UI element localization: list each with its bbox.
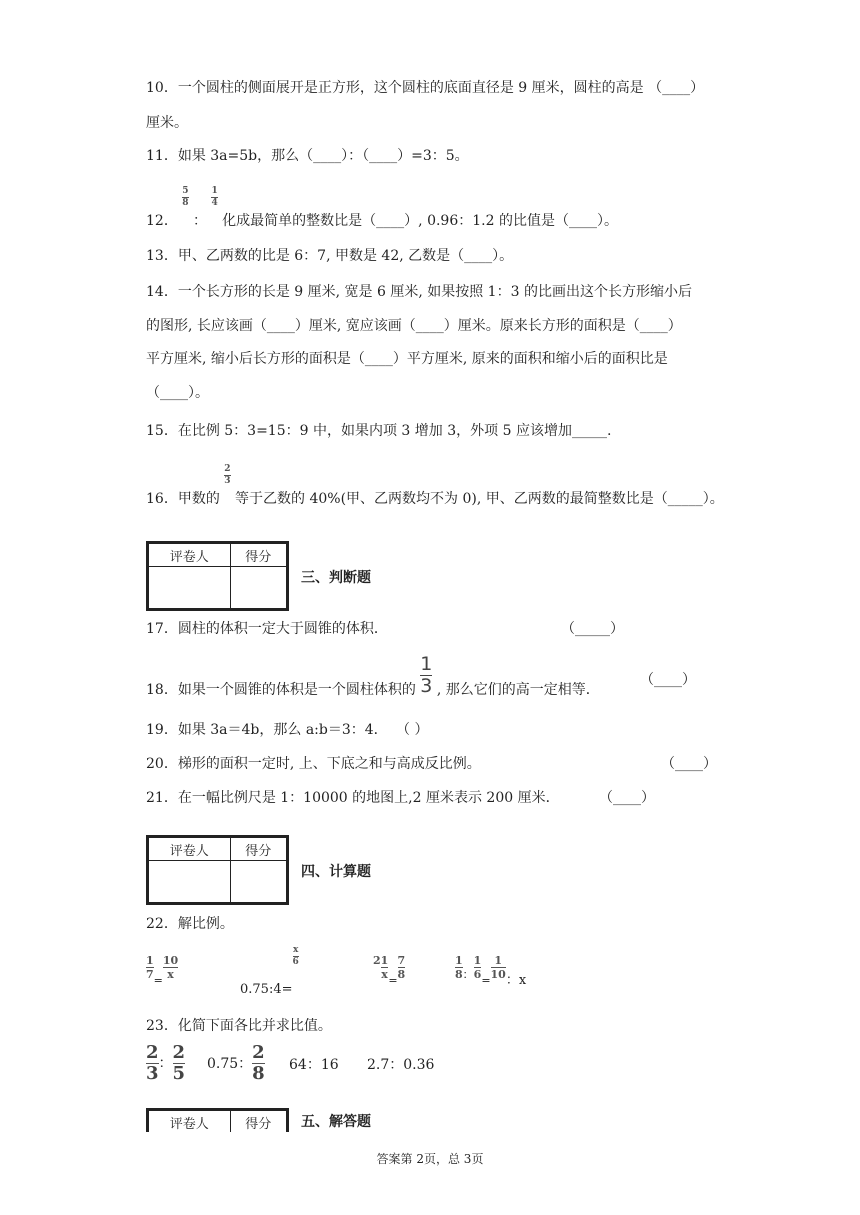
grader-cell [149, 861, 231, 903]
question-14-line2: 的图形, 长应该画（____）厘米, 宽应该画（____）厘米。原来长方形的面积是（____） [146, 318, 682, 334]
score-box-section-4 [146, 835, 289, 905]
score-box-section-5 [146, 1108, 289, 1132]
question-19: 19．如果 3a＝4b，那么 a:b＝3：4． [146, 722, 388, 738]
grader-label: 评卷人 [149, 838, 231, 861]
fraction-5-8: $\frac{5}{8}$ [182, 185, 189, 208]
proportion-4: $\frac{1}{8}$ $_:$ $\frac{1}{6}$ $_=$ $\frac{1}{10}$ ：x [455, 954, 527, 988]
section-title-calculation: 四、计算题 [301, 864, 371, 880]
score-label: 得分 [230, 838, 286, 861]
fraction-1-3: $\frac{1}{3}$ [420, 653, 433, 697]
proportion-3: $^2$ $\frac{1}{x}$ $_=$ $\frac{7}{8}$ [373, 953, 406, 987]
proportion-1: $\frac{1}{7}$ $_=$ $\frac{10}{x}$ [146, 954, 179, 987]
answer-paren-18: （____） [640, 672, 696, 688]
proportion-2: 0.75:4= $\frac{x}{6}$ [240, 945, 299, 997]
answer-paren-21: （____） [599, 790, 655, 806]
question-15: 15．在比例 5：3=15：9 中，如果内项 3 增加 3，外项 5 应该增加_____. [146, 423, 612, 439]
question-10-line2: 厘米。 [146, 115, 188, 131]
ratio-4: 2.7：0.36 [367, 1057, 435, 1073]
score-cell [230, 861, 286, 903]
grader-cell [149, 567, 231, 609]
grader-label: 评卷人 [149, 1111, 231, 1133]
question-22: 22．解比例。 [146, 916, 234, 932]
page-footer: 答案第 2页，总 3页 [376, 1152, 484, 1166]
answer-paren-17: （_____） [561, 621, 624, 637]
answer-paren-20: （____） [661, 756, 717, 772]
question-17: 17．圆柱的体积一定大于圆锥的体积． [146, 621, 388, 637]
question-14-line1: 14．一个长方形的长是 9 厘米, 宽是 6 厘米, 如果按照 1：3 的比画出这个长方形缩小后 [146, 284, 692, 300]
question-16: 16．甲数的 $\frac{2}{3}$ 等于乙数的 40%(甲、乙两数均不为 0), 甲、乙两数的最简整数比是（_____）。 [146, 463, 724, 507]
question-23: 23．化简下面各比并求比值。 [146, 1018, 332, 1034]
score-label: 得分 [230, 544, 286, 567]
ratio-3: 64：16 [289, 1057, 339, 1073]
question-18: 18．如果一个圆锥的体积是一个圆柱体积的 $\frac{1}{3}$ , 那么它们的高一定相等． [146, 653, 600, 698]
question-12: 12． $\frac{5}{8}$ ： $\frac{1}{4}$ 化成最简单的整数比是（____）, 0.96：1.2 的比值是（____）。 [146, 185, 618, 229]
score-label: 得分 [230, 1111, 286, 1133]
answer-paren-19: （ ） [396, 722, 429, 738]
fraction-2-3: $\frac{2}{3}$ [224, 463, 231, 486]
ratio-1: $\frac{2}{3}$ ： $\frac{2}{5}$ [146, 1042, 186, 1084]
question-10-line1: 10．一个圆柱的侧面展开是正方形，这个圆柱的底面直径是 9 厘米，圆柱的高是 （____） [146, 80, 705, 96]
section-title-judgement: 三、判断题 [301, 570, 371, 586]
score-cell [230, 567, 286, 609]
question-14-line3: 平方厘米, 缩小后长方形的面积是（____）平方厘米, 原来的面积和缩小后的面积比是 [146, 351, 668, 367]
question-20: 20．梯形的面积一定时, 上、下底之和与高成反比例。 [146, 756, 481, 772]
question-21: 21．在一幅比例尺是 1：10000 的地图上,2 厘米表示 200 厘米． [146, 790, 560, 806]
question-13: 13．甲、乙两数的比是 6：7, 甲数是 42, 乙数是（____）。 [146, 248, 514, 264]
grader-label: 评卷人 [149, 544, 231, 567]
score-box-section-3 [146, 541, 289, 611]
question-11: 11．如果 3a=5b，那么（____）：（____）=3：5。 [146, 148, 469, 164]
ratio-2: 0.75： $\frac{2}{8}$ [207, 1042, 265, 1084]
fraction-1-4: $\frac{1}{4}$ [211, 185, 218, 208]
question-14-line4: （____）。 [146, 385, 209, 401]
section-title-answer: 五、解答题 [301, 1114, 371, 1130]
